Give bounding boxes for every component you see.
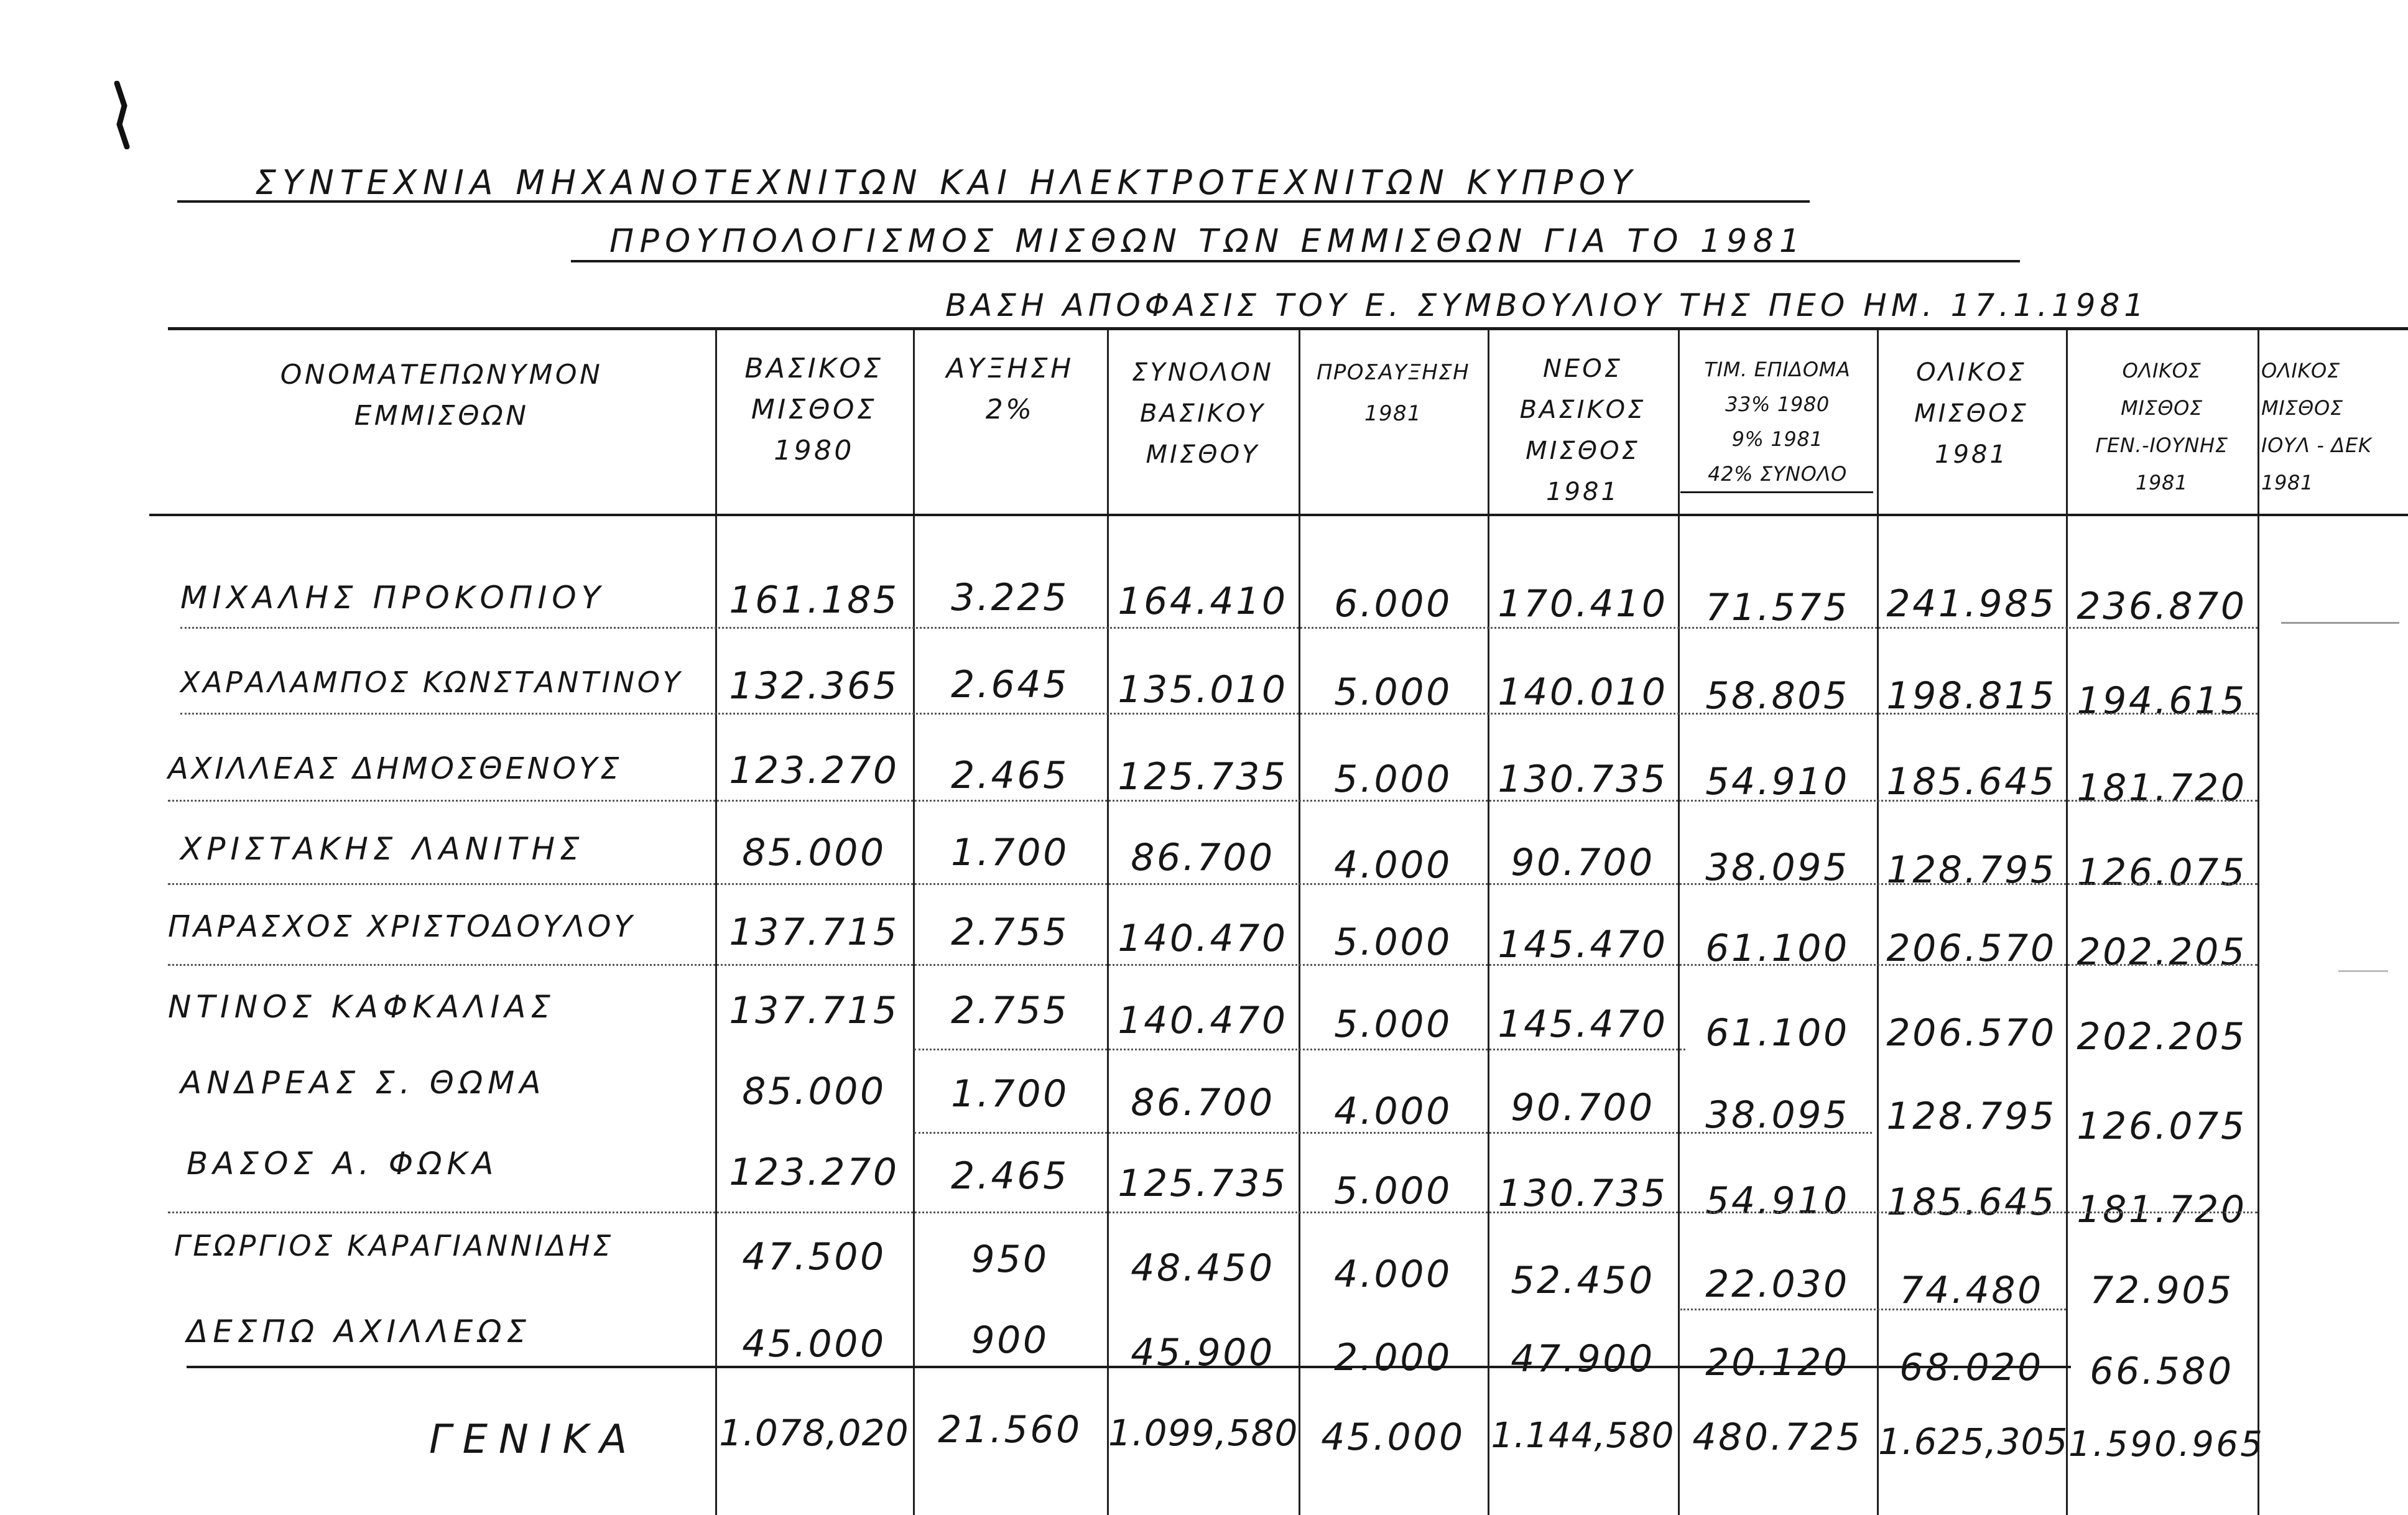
cell-surcharge: 5.000 — [1334, 670, 1452, 714]
cell-increase: 2.465 — [951, 1154, 1069, 1198]
cell-increase: 950 — [971, 1238, 1049, 1281]
header-basic-1980: ΒΑΣΙΚΟΣ ΜΙΣΘΟΣ 1980 — [744, 353, 884, 466]
employee-name: ΑΝΔΡΕΑΣ Σ. ΘΩΜΑ — [180, 1065, 546, 1101]
cell-total-jan-jun: 236.870 — [2077, 585, 2247, 628]
total-increase: 21.560 — [938, 1408, 1082, 1452]
scan-smudge — [2281, 622, 2399, 624]
cell-total-jan-jun: 181.720 — [2077, 1188, 2247, 1231]
cell-surcharge: 5.000 — [1334, 758, 1452, 801]
header-name: ΟΝΟΜΑΤΕΠΩΝΥΜΟΝ ΕΜΜΙΣΘΩΝ — [280, 359, 603, 432]
title-union-name: ΣΥΝΤΕΧΝΙΑ ΜΗΧΑΝΟΤΕΧΝΙΤΩΝ ΚΑΙ ΗΛΕΚΤΡΟΤΕΧΝΙΤΩΝ ΚΥΠΡΟΥ — [255, 163, 1638, 202]
cell-total-1981: 185.645 — [1886, 760, 2057, 804]
cell-surcharge: 4.000 — [1334, 843, 1452, 887]
cell-cost-allowance: 61.100 — [1705, 927, 1850, 970]
row-underline — [168, 1212, 2258, 1213]
title-decision-basis: ΒΑΣΗ ΑΠΟΦΑΣΙΣ ΤΟΥ Ε. ΣΥΜΒΟΥΛΙΟΥ ΤΗΣ ΠΕΟ ΗΜ. 17.1.1981 — [945, 287, 2149, 323]
cell-increase: 2.645 — [951, 663, 1069, 707]
cell-surcharge: 2.000 — [1334, 1336, 1452, 1379]
cell-total-jan-jun: 66.580 — [2090, 1350, 2234, 1393]
cell-new-basic: 145.470 — [1498, 1003, 1668, 1046]
header-total-jan-jun: ΟΛΙΚΟΣ ΜΙΣΘΟΣ ΓΕΝ.-ΙΟΥΝΗΣ 1981 — [2095, 359, 2228, 494]
cell-basic-1980: 123.270 — [729, 1151, 899, 1194]
cell-increase: 2.465 — [951, 754, 1069, 797]
employee-name: ΧΑΡΑΛΑΜΠΟΣ ΚΩΝΣΤΑΝΤΙΝΟΥ — [180, 665, 683, 699]
total-new-basic: 1.144,580 — [1491, 1415, 1675, 1456]
header-total-1981: ΟΛΙΚΟΣ ΜΙΣΘΟΣ 1981 — [1914, 358, 2029, 469]
cell-new-basic: 145.470 — [1498, 923, 1668, 966]
total-surcharge: 45.000 — [1321, 1415, 1465, 1459]
column-rule — [1678, 330, 1680, 1515]
cell-new-basic: 90.700 — [1511, 841, 1655, 884]
cell-total-1981: 68.020 — [1899, 1346, 2044, 1389]
cell-total-1981: 206.570 — [1886, 927, 2057, 970]
cell-new-basic: 52.450 — [1511, 1259, 1655, 1302]
employee-name: ΓΕΩΡΓΙΟΣ ΚΑΡΑΓΙΑΝΝΙΔΗΣ — [174, 1229, 614, 1262]
title-underline — [177, 200, 1810, 203]
total-jan-jun: 1.590.965 — [2068, 1424, 2265, 1465]
cell-basic-1980: 161.185 — [729, 578, 899, 622]
cell-total-jan-jun: 126.075 — [2077, 1105, 2247, 1148]
cell-increase: 2.755 — [951, 910, 1069, 954]
sub-rule — [1680, 491, 1873, 493]
cell-surcharge: 5.000 — [1334, 920, 1452, 964]
cell-cost-allowance: 22.030 — [1705, 1262, 1850, 1306]
total-total-1981: 1.625,305 — [1878, 1420, 2068, 1463]
cell-surcharge: 4.000 — [1334, 1090, 1452, 1133]
employee-name: ΔΕΣΠΩ ΑΧΙΛΛΕΩΣ — [187, 1313, 532, 1350]
employee-name: ΝΤΙΝΟΣ ΚΑΦΚΑΛΙΑΣ — [168, 989, 556, 1025]
scan-smudge — [2338, 970, 2388, 972]
cell-total-basic: 140.470 — [1118, 917, 1288, 960]
row-underline — [180, 627, 2258, 629]
header-increase: ΑΥΞΗΣΗ 2% — [946, 353, 1074, 425]
cell-basic-1980: 85.000 — [742, 831, 886, 874]
cell-cost-allowance: 54.910 — [1705, 760, 1850, 804]
cell-cost-allowance: 61.100 — [1705, 1011, 1850, 1055]
cell-basic-1980: 132.365 — [729, 664, 899, 708]
header-surcharge: ΠΡΟΣΑΥΞΗΣΗ 1981 — [1316, 360, 1470, 426]
cell-surcharge: 4.000 — [1334, 1253, 1452, 1296]
header-total-jul-dec: ΟΛΙΚΟΣ ΜΙΣΘΟΣ ΙΟΥΛ - ΔΕΚ 1981 — [2261, 359, 2372, 494]
cell-cost-allowance: 71.575 — [1705, 586, 1850, 629]
cell-new-basic: 170.410 — [1498, 582, 1668, 626]
cell-total-jan-jun: 126.075 — [2077, 851, 2247, 894]
cell-increase: 1.700 — [951, 1072, 1069, 1116]
cell-total-jan-jun: 194.615 — [2077, 679, 2247, 723]
row-underline — [168, 800, 2258, 802]
cell-total-1981: 74.480 — [1899, 1269, 2044, 1312]
cell-total-jan-jun: 72.905 — [2090, 1269, 2234, 1312]
cell-total-basic: 164.410 — [1118, 580, 1288, 623]
cell-cost-allowance: 20.120 — [1705, 1341, 1850, 1384]
cell-total-basic: 86.700 — [1131, 836, 1275, 879]
cell-increase: 2.755 — [951, 989, 1069, 1032]
column-rule — [2258, 330, 2259, 1515]
cell-total-basic: 140.470 — [1118, 999, 1288, 1042]
employee-name: ΒΑΣΟΣ Α. ΦΩΚΑ — [187, 1146, 499, 1182]
employee-name: ΧΡΙΣΤΑΚΗΣ ΛΑΝΙΤΗΣ — [180, 831, 585, 867]
cell-total-1981: 241.985 — [1886, 582, 2057, 626]
cell-surcharge: 5.000 — [1334, 1169, 1452, 1213]
cell-surcharge: 5.000 — [1334, 1003, 1452, 1046]
total-cost-allowance: 480.725 — [1692, 1415, 1863, 1459]
cell-total-basic: 135.010 — [1118, 668, 1288, 711]
cell-total-jan-jun: 181.720 — [2077, 766, 2247, 810]
cell-cost-allowance: 38.095 — [1705, 846, 1850, 889]
row-underline — [1680, 1309, 2066, 1310]
cell-total-basic: 48.450 — [1131, 1246, 1275, 1290]
cell-basic-1980: 45.000 — [742, 1322, 886, 1366]
cell-total-basic: 86.700 — [1131, 1081, 1275, 1124]
row-underline — [168, 883, 2258, 885]
employee-name: ΠΑΡΑΣΧΟΣ ΧΡΙΣΤΟΔΟΥΛΟΥ — [168, 909, 636, 944]
cell-new-basic: 90.700 — [1511, 1086, 1655, 1129]
header-new-basic: ΝΕΟΣ ΒΑΣΙΚΟΣ ΜΙΣΘΟΣ 1981 — [1519, 354, 1646, 506]
cell-basic-1980: 47.500 — [742, 1235, 886, 1279]
cell-cost-allowance: 54.910 — [1705, 1179, 1850, 1223]
row-underline — [168, 964, 2258, 966]
cell-total-basic: 125.735 — [1118, 1162, 1288, 1205]
cell-total-1981: 198.815 — [1886, 674, 2057, 718]
column-rule — [2066, 330, 2068, 1515]
cell-increase: 900 — [971, 1318, 1049, 1362]
column-rule — [1299, 330, 1300, 1515]
header-rule — [149, 514, 2408, 516]
title-budget: ΠΡΟΥΠΟΛΟΓΙΣΜΟΣ ΜΙΣΘΩΝ ΤΩΝ ΕΜΜΙΣΘΩΝ ΓΙΑ ΤΟ 1981 — [609, 223, 1806, 260]
employee-name: ΑΧΙΛΛΕΑΣ ΔΗΜΟΣΘΕΝΟΥΣ — [168, 751, 623, 786]
column-rule — [1877, 330, 1879, 1515]
column-rule — [715, 330, 717, 1515]
cell-basic-1980: 85.000 — [742, 1070, 886, 1113]
cell-new-basic: 130.735 — [1498, 758, 1668, 801]
cell-surcharge: 6.000 — [1334, 582, 1452, 626]
cell-cost-allowance: 38.095 — [1705, 1093, 1850, 1137]
row-underline — [180, 713, 2258, 715]
cell-new-basic: 47.900 — [1511, 1337, 1655, 1381]
title-underline — [168, 327, 2408, 330]
cell-basic-1980: 137.715 — [729, 910, 899, 954]
cell-total-jan-jun: 202.205 — [2077, 1015, 2247, 1059]
column-rule — [1107, 330, 1109, 1515]
cell-total-1981: 128.795 — [1886, 1095, 2057, 1138]
totals-label: ΓΕΝΙΚΑ — [429, 1417, 639, 1463]
row-underline — [914, 1132, 1872, 1134]
cell-total-basic: 125.735 — [1118, 755, 1288, 799]
row-underline — [914, 1049, 1685, 1050]
header-total-basic: ΣΥΝΟΛΟΝ ΒΑΣΙΚΟΥ ΜΙΣΘΟΥ — [1132, 358, 1274, 469]
cell-basic-1980: 137.715 — [729, 989, 899, 1032]
total-total-basic: 1.099,580 — [1108, 1412, 1299, 1454]
cell-total-1981: 206.570 — [1886, 1011, 2057, 1055]
cell-total-1981: 128.795 — [1886, 848, 2057, 892]
title-underline — [571, 260, 2020, 262]
cell-basic-1980: 123.270 — [729, 749, 899, 792]
cell-total-jan-jun: 202.205 — [2077, 930, 2247, 974]
cell-total-1981: 185.645 — [1886, 1180, 2057, 1224]
cell-total-basic: 45.900 — [1131, 1331, 1275, 1374]
ink-mark — [113, 81, 131, 149]
cell-increase: 3.225 — [951, 576, 1069, 619]
employee-name: ΜΙΧΑΛΗΣ ΠΡΟΚΟΠΙΟΥ — [180, 580, 606, 616]
cell-increase: 1.700 — [951, 831, 1069, 874]
cell-cost-allowance: 58.805 — [1705, 674, 1850, 718]
header-cost-allowance: ΤΙΜ. ΕΠΙΔΟΜΑ 33% 1980 9% 1981 42% ΣΥΝΟΛΟ — [1704, 358, 1851, 486]
column-rule — [913, 330, 915, 1515]
cell-new-basic: 130.735 — [1498, 1172, 1668, 1215]
total-basic-1980: 1.078,020 — [719, 1412, 909, 1454]
column-rule — [1488, 330, 1489, 1515]
cell-new-basic: 140.010 — [1498, 670, 1668, 714]
